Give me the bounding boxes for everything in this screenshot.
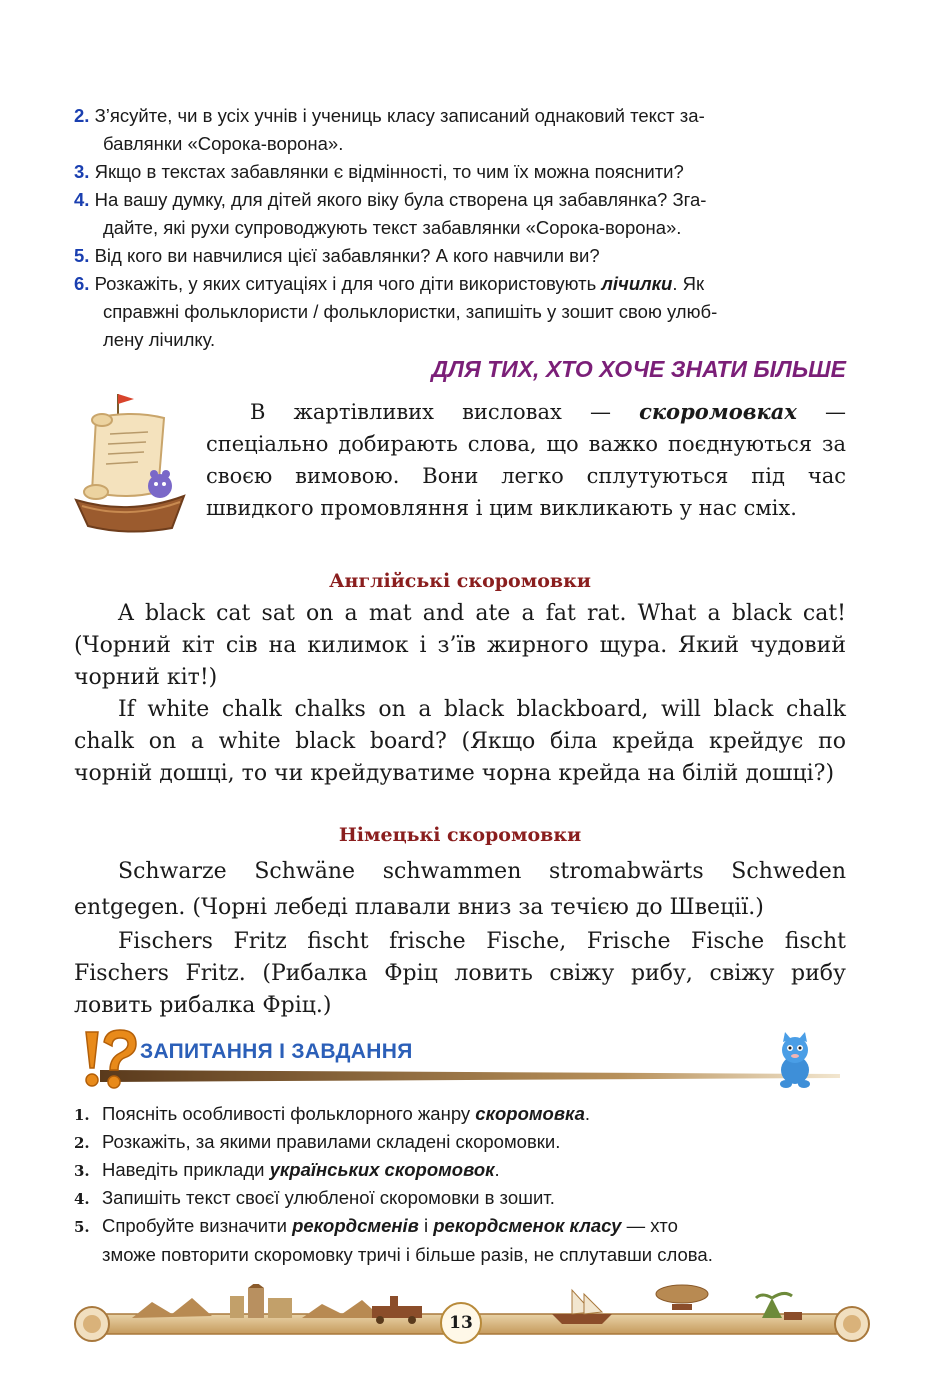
question-2 <box>74 102 846 158</box>
page-number: 13 <box>440 1302 482 1344</box>
question-number: 2. <box>74 105 90 126</box>
task-number: 1. <box>74 1106 90 1124</box>
question-text: На вашу думку, для дітей якого віку була створена ця забавлянка? Зга- <box>94 189 707 210</box>
english-paragraph-2 <box>74 694 846 790</box>
intro-paragraph <box>206 396 846 524</box>
term-lichylky: лічилки <box>601 273 673 294</box>
question-3 <box>74 158 846 186</box>
question-exclamation-icon <box>76 1028 142 1090</box>
blue-cat-icon <box>770 1030 820 1090</box>
english-text-2: If white chalk chalks on a black blackboard, will black chalk chalk on a white black board? (Якщо біла крейда крейдує по чорній дошці, то чи крейдуватиме чорна крейда на білій дошці?) <box>74 697 846 786</box>
question-4 <box>74 186 846 242</box>
task-text: Поясніть особливості фольклорного жанру <box>102 1103 476 1124</box>
term-rekordsmeny: рекордсменів <box>292 1215 419 1236</box>
task-text-mid: і <box>418 1215 434 1236</box>
question-text: З’ясуйте, чи в усіх учнів і учениць класу записаний однаковий текст за- <box>94 105 705 126</box>
english-heading: Англійські скоромовки <box>329 570 591 592</box>
question-number: 5. <box>74 245 90 266</box>
question-text: Розкажіть, у яких ситуаціях і для чого діти використовують <box>94 273 602 294</box>
question-text-cont2: лену лічилку. <box>103 329 216 350</box>
task-text-end: . <box>494 1159 500 1180</box>
english-text-1: A black cat sat on a mat and ate a fat rat. What a black cat! (Чорний кіт сів на килимок і з’їв жирного щура. Який чудовий чорний кіт!) <box>74 601 846 690</box>
for-more-heading: ДЛЯ ТИХ, ХТО ХОЧЕ ЗНАТИ БІЛЬШЕ <box>431 356 846 382</box>
task-number: 4. <box>74 1190 90 1208</box>
task-text-end: . <box>584 1103 591 1124</box>
intro-text-a: В жартівливих висловах — <box>250 400 640 424</box>
question-text-cont: бавлянки «Сорока-ворона». <box>103 133 344 154</box>
task-number: 2. <box>74 1134 90 1152</box>
task-text-cont: зможе повторити скоромовку тричі і більше разів, не сплутавши слова. <box>102 1244 713 1265</box>
task-3 <box>74 1156 846 1185</box>
intro-text-b: — спеціально добирають слова, що важко поєднуються за своєю вимовою. Вони легко сплутуються під час швидкого промовляння і цим викликають у нас сміх. <box>206 400 846 520</box>
task-number: 3. <box>74 1162 90 1180</box>
german-text-1: Schwarze Schwäne schwammen stromabwärts Schweden entgegen. (Чорні лебеді плавали вниз за течією до Швеції.) <box>74 859 846 920</box>
term-skoromovky: скоромовках <box>639 399 797 424</box>
question-text-cont: справжні фольклористи / фольклористки, запишіть у зошит свою улюб- <box>103 301 718 322</box>
question-text: Якщо в текстах забавлянки є відмінності, то чим їх можна пояснити? <box>94 161 684 182</box>
task-text: Спробуйте визначити <box>102 1215 293 1236</box>
term-rekordsmenky: рекордсменок класу <box>433 1215 622 1236</box>
task-text: Запишіть текст своєї улюбленої скоромовки в зошит. <box>102 1187 555 1208</box>
task-text-end: — хто <box>621 1215 678 1236</box>
scroll-boat-icon <box>72 388 188 538</box>
task-2 <box>74 1128 846 1157</box>
task-text: Наведіть приклади <box>102 1159 270 1180</box>
task-5 <box>74 1212 846 1269</box>
english-paragraph-1 <box>74 598 846 694</box>
question-number: 3. <box>74 161 90 182</box>
question-number: 6. <box>74 273 90 294</box>
task-number: 5. <box>74 1218 90 1236</box>
tasks-heading: ЗАПИТАННЯ І ЗАВДАННЯ <box>140 1040 413 1063</box>
question-5 <box>74 242 846 270</box>
task-4 <box>74 1184 846 1213</box>
task-text: Розкажіть, за якими правилами складені скоромовки. <box>102 1131 561 1152</box>
term-skoromovka: скоромовка <box>475 1103 585 1124</box>
question-text: Від кого ви навчилися цієї забавлянки? А кого навчили ви? <box>94 245 600 266</box>
banner-underline <box>100 1064 840 1086</box>
question-6 <box>74 270 846 354</box>
german-text-2: Fischers Fritz fischt frische Fische, Frische Fische fischt Fischers Fritz. (Рибалка Фріц ловить свіжу рибу, свіжу рибу ловить рибалка Фріц.) <box>74 929 846 1018</box>
question-text-end: . Як <box>672 273 705 294</box>
german-paragraph-1 <box>74 854 846 926</box>
german-heading: Німецькі скоромовки <box>338 824 582 846</box>
question-text-cont: дайте, які рухи супроводжують текст забавлянки «Сорока-ворона». <box>103 217 682 238</box>
question-number: 4. <box>74 189 90 210</box>
german-paragraph-2 <box>74 926 846 1022</box>
task-1 <box>74 1100 846 1129</box>
term-ukrainian-skoromovky: українських скоромовок <box>269 1159 495 1180</box>
